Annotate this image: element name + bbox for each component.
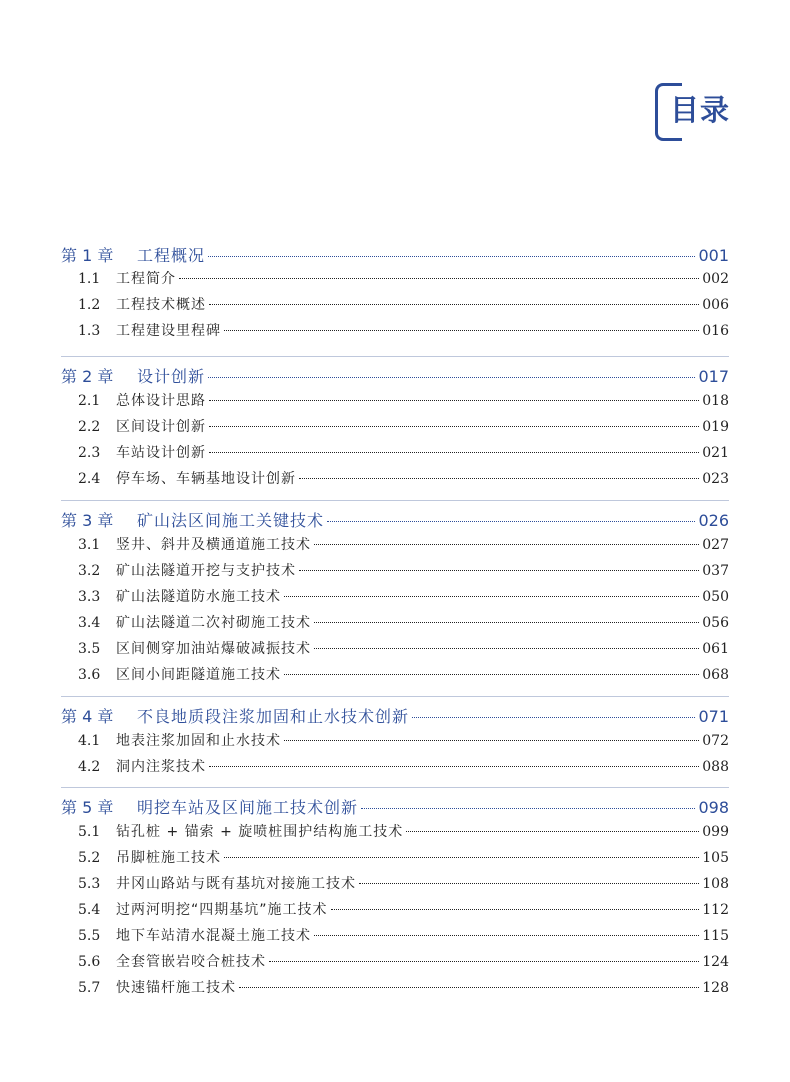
section-entry[interactable] xyxy=(78,951,729,971)
dot-leader xyxy=(299,570,699,571)
section-entry[interactable] xyxy=(78,821,729,841)
dot-leader xyxy=(361,808,695,809)
section-page-number: 023 xyxy=(702,471,729,487)
section-page-number: 112 xyxy=(702,902,729,918)
section-number: 3.3 xyxy=(78,589,101,605)
section-page-number: 016 xyxy=(702,323,729,339)
section-entry[interactable] xyxy=(78,847,729,867)
dot-leader xyxy=(406,831,699,832)
dot-leader xyxy=(299,478,699,479)
section-entry[interactable] xyxy=(78,294,729,314)
section-number: 5.1 xyxy=(78,824,101,840)
chapter-page-number: 017 xyxy=(698,367,729,386)
chapter-entry[interactable] xyxy=(61,364,729,387)
section-entry[interactable] xyxy=(78,442,729,462)
dot-leader xyxy=(224,857,699,858)
section-page-number: 088 xyxy=(702,759,729,775)
section-title: 全套管嵌岩咬合桩技术 xyxy=(116,954,266,970)
section-title: 区间侧穿加油站爆破减振技术 xyxy=(116,641,311,657)
chapter-number: 第 4 章 xyxy=(61,707,114,726)
section-entry[interactable] xyxy=(78,873,729,893)
section-title: 钻孔桩 + 锚索 + 旋喷桩围护结构施工技术 xyxy=(116,824,404,840)
dot-leader xyxy=(239,987,699,988)
chapter-title: 矿山法区间施工关键技术 xyxy=(137,511,325,530)
section-number: 4.2 xyxy=(78,759,101,775)
section-number: 5.3 xyxy=(78,876,101,892)
section-page-number: 105 xyxy=(702,850,729,866)
dot-leader xyxy=(314,935,699,936)
section-title: 地下车站清水混凝土施工技术 xyxy=(116,928,311,944)
section-entry[interactable] xyxy=(78,560,729,580)
section-entry[interactable] xyxy=(78,468,729,488)
section-number: 5.4 xyxy=(78,902,101,918)
section-page-number: 056 xyxy=(702,615,729,631)
section-page-number: 124 xyxy=(702,954,729,970)
section-entry[interactable] xyxy=(78,534,729,554)
section-page-number: 002 xyxy=(702,271,729,287)
section-entry[interactable] xyxy=(78,664,729,684)
section-page-number: 021 xyxy=(702,445,729,461)
section-entry[interactable] xyxy=(78,390,729,410)
section-number: 1.3 xyxy=(78,323,101,339)
chapter-entry[interactable] xyxy=(61,508,729,531)
section-page-number: 018 xyxy=(702,393,729,409)
chapter-entry[interactable] xyxy=(61,704,729,727)
section-page-number: 128 xyxy=(702,980,729,996)
section-page-number: 019 xyxy=(702,419,729,435)
section-page-number: 068 xyxy=(702,667,729,683)
section-entry[interactable] xyxy=(78,416,729,436)
section-page-number: 061 xyxy=(702,641,729,657)
section-entry[interactable] xyxy=(78,977,729,997)
chapter-divider xyxy=(61,356,729,357)
section-number: 5.2 xyxy=(78,850,101,866)
section-title: 快速锚杆施工技术 xyxy=(116,980,236,996)
section-title: 区间设计创新 xyxy=(116,419,206,435)
section-entry[interactable] xyxy=(78,638,729,658)
dot-leader xyxy=(359,883,699,884)
chapter-divider xyxy=(61,500,729,501)
chapter-number: 第 2 章 xyxy=(61,367,114,386)
section-page-number: 027 xyxy=(702,537,729,553)
section-number: 5.5 xyxy=(78,928,101,944)
chapter-number: 第 1 章 xyxy=(61,246,114,265)
section-title: 矿山法隧道防水施工技术 xyxy=(116,589,281,605)
section-title: 车站设计创新 xyxy=(116,445,206,461)
chapter-divider xyxy=(61,696,729,697)
section-title: 工程建设里程碑 xyxy=(116,323,221,339)
dot-leader xyxy=(224,330,699,331)
dot-leader xyxy=(314,544,699,545)
dot-leader xyxy=(284,674,699,675)
section-number: 1.1 xyxy=(78,271,101,287)
toc-title: 目录 xyxy=(670,93,731,127)
section-page-number: 115 xyxy=(702,928,729,944)
section-number: 1.2 xyxy=(78,297,101,313)
section-number: 3.2 xyxy=(78,563,101,579)
dot-leader xyxy=(269,961,699,962)
dot-leader xyxy=(209,766,699,767)
dot-leader xyxy=(327,521,695,522)
dot-leader xyxy=(179,278,699,279)
section-title: 矿山法隧道开挖与支护技术 xyxy=(116,563,296,579)
section-number: 4.1 xyxy=(78,733,101,749)
section-page-number: 006 xyxy=(702,297,729,313)
section-title: 区间小间距隧道施工技术 xyxy=(116,667,281,683)
chapter-title: 明挖车站及区间施工技术创新 xyxy=(137,798,359,817)
section-page-number: 072 xyxy=(702,733,729,749)
dot-leader xyxy=(209,400,699,401)
chapter-entry[interactable] xyxy=(61,243,729,266)
section-title: 地表注浆加固和止水技术 xyxy=(116,733,281,749)
section-entry[interactable] xyxy=(78,612,729,632)
section-title: 过两河明挖“四期基坑”施工技术 xyxy=(116,902,328,918)
section-page-number: 099 xyxy=(702,824,729,840)
section-entry[interactable] xyxy=(78,925,729,945)
section-title: 井冈山路站与既有基坑对接施工技术 xyxy=(116,876,356,892)
section-number: 5.7 xyxy=(78,980,101,996)
section-number: 3.6 xyxy=(78,667,101,683)
section-number: 2.2 xyxy=(78,419,101,435)
section-number: 3.5 xyxy=(78,641,101,657)
section-entry[interactable] xyxy=(78,320,729,340)
chapter-page-number: 001 xyxy=(698,246,729,265)
section-number: 5.6 xyxy=(78,954,101,970)
section-page-number: 050 xyxy=(702,589,729,605)
chapter-page-number: 098 xyxy=(698,798,729,817)
section-title: 矿山法隧道二次衬砌施工技术 xyxy=(116,615,311,631)
section-entry[interactable] xyxy=(78,268,729,288)
section-title: 工程简介 xyxy=(116,271,176,287)
section-page-number: 108 xyxy=(702,876,729,892)
dot-leader xyxy=(314,622,699,623)
chapter-title: 工程概况 xyxy=(137,246,206,265)
section-entry[interactable] xyxy=(78,899,729,919)
section-number: 3.1 xyxy=(78,537,101,553)
section-title: 竖井、斜井及横通道施工技术 xyxy=(116,537,311,553)
dot-leader xyxy=(284,596,699,597)
chapter-number: 第 5 章 xyxy=(61,798,114,817)
chapter-number: 第 3 章 xyxy=(61,511,114,530)
dot-leader xyxy=(208,256,695,257)
chapter-page-number: 026 xyxy=(698,511,729,530)
dot-leader xyxy=(331,909,700,910)
chapter-title: 不良地质段注浆加固和止水技术创新 xyxy=(137,707,410,726)
section-number: 2.1 xyxy=(78,393,101,409)
section-number: 2.3 xyxy=(78,445,101,461)
chapter-page-number: 071 xyxy=(698,707,729,726)
chapter-divider xyxy=(61,787,729,788)
chapter-title: 设计创新 xyxy=(137,367,206,386)
section-title: 停车场、车辆基地设计创新 xyxy=(116,471,296,487)
dot-leader xyxy=(209,452,699,453)
section-title: 总体设计思路 xyxy=(116,393,206,409)
section-number: 3.4 xyxy=(78,615,101,631)
section-entry[interactable] xyxy=(78,756,729,776)
dot-leader xyxy=(284,740,699,741)
section-entry[interactable] xyxy=(78,730,729,750)
section-page-number: 037 xyxy=(702,563,729,579)
dot-leader xyxy=(314,648,699,649)
dot-leader xyxy=(209,426,699,427)
dot-leader xyxy=(412,717,695,718)
section-number: 2.4 xyxy=(78,471,101,487)
dot-leader xyxy=(208,377,695,378)
section-entry[interactable] xyxy=(78,586,729,606)
dot-leader xyxy=(209,304,699,305)
section-title: 吊脚桩施工技术 xyxy=(116,850,221,866)
section-title: 工程技术概述 xyxy=(116,297,206,313)
chapter-entry[interactable] xyxy=(61,795,729,818)
section-title: 洞内注浆技术 xyxy=(116,759,206,775)
